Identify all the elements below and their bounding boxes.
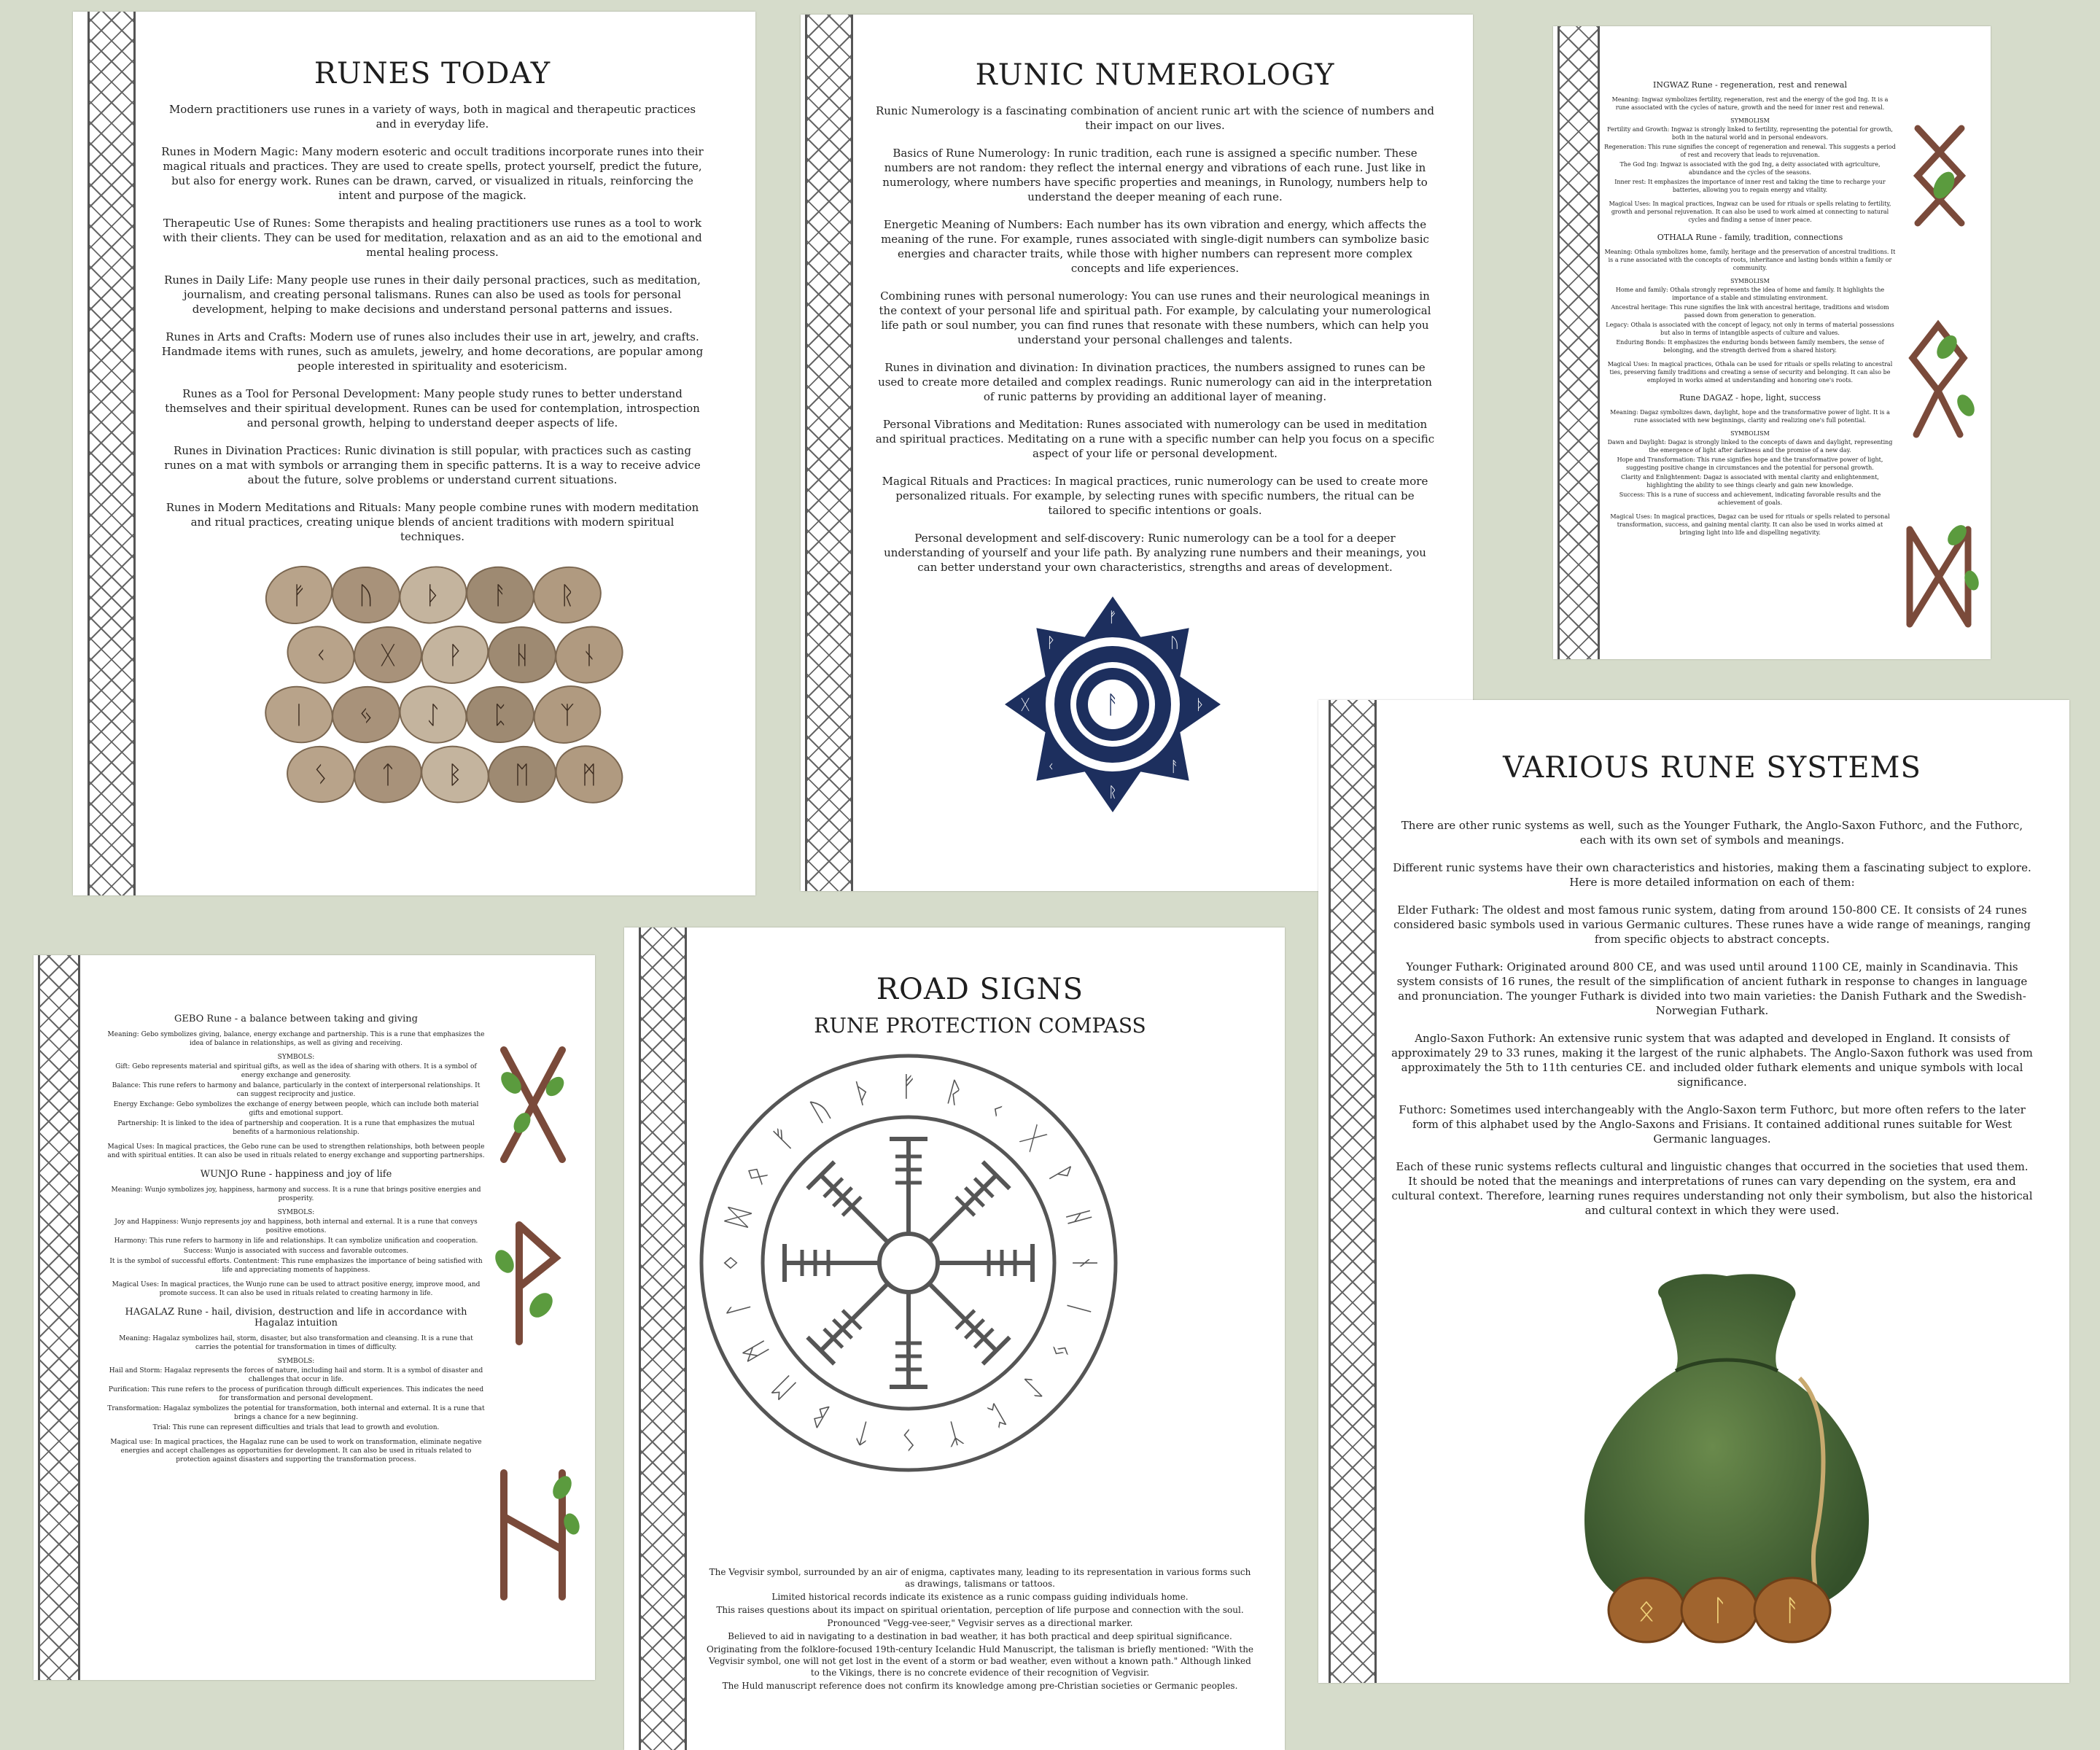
rune-heading: WUNJO Rune - happiness and joy of life bbox=[200, 1169, 392, 1180]
compass-stave bbox=[929, 1283, 996, 1350]
page-gebo-wunjo-hagalaz bbox=[34, 955, 595, 1680]
compass-rune: ᚠ bbox=[766, 1121, 801, 1156]
symbolism-item: Joy and Happiness: Wunjo represents joy and happiness, both internal and external. It is a rune that conveys positive emotions. bbox=[114, 1218, 478, 1234]
rune-meaning: Meaning: Gebo symbolizes giving, balance, energy exchange and partnership. This is a rune that emphasizes the idea of balance in relationships, as well as giving and receiving. bbox=[107, 1031, 485, 1047]
symbolism-item: Regeneration: This rune signifies the concept of regeneration and renewal. This suggests a period of rest and recovery that leads to rejuvenation. bbox=[1604, 144, 1896, 158]
paragraph: Runes in Divination Practices: Runic divination is still popular, with practices such as casting runes on a mat with symbols or arranging them in specific patterns. It is a way to receive advice about the future, solve problems or understand current situations. bbox=[164, 444, 701, 486]
rune-stone bbox=[527, 678, 608, 752]
emblem-rune: ᚢ bbox=[1170, 634, 1179, 652]
paragraph: Runes in Modern Magic: Many modern esoteric and occult traditions incorporate runes into their magical rituals and practices. They are used to create spells, protect yourself, predict the future, but also for energy work. Runes can be drawn, carved, or visualized in rituals, reinforcing the intent and purpose of the magick. bbox=[161, 145, 704, 202]
rune-glyph: ᛁ bbox=[291, 701, 307, 730]
compass-rune: ᚹ bbox=[1043, 1159, 1080, 1190]
rune-glyph: ᛇ bbox=[425, 701, 441, 730]
rune-heading: OTHALA Rune - family, tradition, connections bbox=[1657, 233, 1843, 242]
symbolism-item: Partnership: It is linked to the idea of partnership and cooperation. It is a rune that emphasizes the mutual benefits of a harmonious relationship. bbox=[117, 1120, 475, 1136]
symbolism-item: Hail and Storm: Hagalaz represents the forces of nature, including hail and storm. It is a symbol of disaster and challenges that occur in life. bbox=[109, 1367, 483, 1383]
rune-stone bbox=[331, 566, 401, 625]
compass-rune: ᛗ bbox=[737, 1336, 774, 1366]
paragraph: Runes in Modern Meditations and Rituals: Many people combine runes with modern meditation and ritual practices, creating unique blends of ancient traditions with modern spiritual techniques. bbox=[166, 501, 699, 543]
rune-stone bbox=[549, 738, 627, 811]
rune-glyph: ᚷ bbox=[380, 641, 396, 670]
symbolism-item: Success: Wunjo is associated with success and favorable outcomes. bbox=[183, 1248, 409, 1255]
emblem-rune: ᚷ bbox=[1021, 696, 1030, 713]
rune-section bbox=[106, 1169, 486, 1298]
rune-stone bbox=[486, 743, 558, 805]
gebo-stick-rune bbox=[493, 1043, 573, 1167]
rune-stone bbox=[393, 679, 472, 750]
symbolism-item: Transformation: Hagalaz symbolizes the potential for transformation, both internal and external. It is a rune that brings a chance for a new beginning. bbox=[107, 1405, 485, 1421]
paragraph: Combining runes with personal numerology: You can use runes and their neurological meanings in the context of your personal life and spiritual path. For example, by calculating your numerological life path or soul number, you can find runes that resonate with these numbers, which can help you understand your personal challenges and talents. bbox=[879, 289, 1431, 346]
rune-sections bbox=[106, 1008, 486, 1651]
rune-glyph: ᛏ bbox=[380, 761, 396, 790]
rune-stone bbox=[414, 618, 496, 692]
rune-glyph: ᛊ bbox=[313, 761, 329, 790]
rune-glyph: ᚲ bbox=[313, 641, 329, 670]
symbolism-item: Success: This is a rune of success and achievement, indicating favorable results and the achievement of goals. bbox=[1619, 491, 1881, 506]
rune-glyph: ᚨ bbox=[492, 581, 508, 610]
compass-rune: ᚢ bbox=[805, 1092, 836, 1129]
paragraph: Originating from the folklore-focused 19th-century Icelandic Huld Manuscript, the talisman is briefly mentioned: "With the Vegvisir symbol, one will not get lost in the event of a storm or bad weather, even without a known path." Although linked to the Vikings, there is no concrete evidence of their recognition of Vegvisir. bbox=[706, 1644, 1254, 1678]
rune-stone bbox=[486, 625, 557, 685]
paragraph: Runes as a Tool for Personal Development: Many people study runes to better understand themselves and their spiritual development. Runes can be used for contemplation, introspection and personal growth, helping to understand deeper aspects of life. bbox=[165, 387, 700, 429]
rune-stone bbox=[394, 560, 472, 630]
rune-heading: GEBO Rune - a balance between taking and giving bbox=[174, 1014, 419, 1024]
emblem-rune: ᚱ bbox=[1108, 783, 1117, 801]
paragraph: There are other runic systems as well, such as the Younger Futhark, the Anglo-Saxon Futhorc, and the Futhorc, each with its own set of symbols and meanings. bbox=[1401, 819, 2023, 847]
paragraph: Modern practitioners use runes in a variety of ways, both in magical and therapeutic practices and in everyday life. bbox=[168, 103, 696, 131]
paragraph: Elder Futhark: The oldest and most famous runic system, dating from around 150-800 CE. It consists of 24 runes considered basic symbols used in various Germanic cultures. These runes have a wide range of meanings, ranging from specific objects to abstract concepts. bbox=[1393, 903, 2031, 946]
rune-stone bbox=[551, 621, 627, 690]
rune-bag-image bbox=[1559, 1269, 1894, 1648]
text-body bbox=[160, 102, 704, 544]
compass-rune: ᚷ bbox=[1016, 1121, 1051, 1156]
page-road-signs bbox=[624, 928, 1285, 1750]
rune-glyph: ᛈ bbox=[492, 701, 508, 730]
magical-uses: Magical Uses: In magical practices, Ingwaz can be used for rituals or spells relating to fertility, growth and personal rejuvenation. It can also be used to work aimed at connecting to natural cycles and finding a sense of inner peace. bbox=[1609, 201, 1891, 223]
text-body bbox=[1391, 796, 2033, 1218]
emblem-center-glyph: ᚨ bbox=[1105, 691, 1121, 720]
compass-rune: ᚲ bbox=[981, 1092, 1012, 1129]
rune-meaning: Meaning: Ingwaz symbolizes fertility, regeneration, rest and the energy of the god Ing. It is a rune associated with the cycles of nature, growth and the need for inner rest and renewal. bbox=[1611, 96, 1889, 111]
paragraph: Each of these runic systems reflects cultural and linguistic changes that occurred in the societies that used them. It should be noted that the meanings and interpretations of runes can vary depending on the system, era and cultural context. Therefore, learning runes requires understanding not only their symbolism, but also the historical and cultural context in which they were used. bbox=[1391, 1160, 2033, 1217]
rune-glyph: ᚱ bbox=[559, 581, 575, 610]
bag-rune-glyph: ᛟ bbox=[1638, 1594, 1655, 1628]
center-circle bbox=[879, 1234, 938, 1292]
symbolism-item: Fertility and Growth: Ingwaz is strongly linked to fertility, representing the potential for growth, both in the natural world and in personal endeavors. bbox=[1607, 126, 1893, 141]
rune-glyph: ᛒ bbox=[447, 761, 463, 790]
rune-glyph: ᚦ bbox=[425, 581, 441, 610]
paragraph: Different runic systems have their own characteristics and histories, making them a fascinating subject to explore. Here is more detailed information on each of them: bbox=[1393, 861, 2031, 889]
symbolism-label: SYMBOLS: bbox=[277, 1358, 315, 1365]
rune-stone bbox=[281, 619, 361, 690]
paragraph: Personal Vibrations and Meditation: Runes associated with numerology can be used in meditation and spiritual practices. Meditating on a rune with a specific number can help you focus on a specific aspect of your life or personal development. bbox=[875, 418, 1435, 460]
magical-uses: Magical Uses: In magical practices, Othala can be used for rituals or spells relating to ancestral ties, preserving family traditions and creating a sense of security and belonging. It can also be employed in works aimed at understanding and honoring one's roots. bbox=[1607, 361, 1893, 384]
symbolism-item: Purification: This rune refers to the process of purification through difficult experiences. This indicates the need for transformation and personal development. bbox=[108, 1386, 484, 1402]
celtic-border bbox=[38, 955, 80, 1680]
rune-section bbox=[1604, 393, 1896, 537]
rune-glyph: ᛖ bbox=[514, 761, 530, 790]
rune-glyph: ᚺ bbox=[514, 641, 530, 670]
compass-rune: ᛏ bbox=[850, 1415, 876, 1452]
compass-rune: ᛁ bbox=[1061, 1296, 1097, 1321]
rune-stone bbox=[258, 558, 340, 633]
symbolism-item: Legacy: Othala is associated with the concept of legacy, not only in terms of material possessions but also in terms of intangible aspects of culture and values. bbox=[1606, 322, 1894, 336]
rune-stone bbox=[330, 683, 403, 747]
magical-uses: Magical use: In magical practices, the Hagalaz rune can be used to work on transformation, eliminate negative energies and accept challenges as opportunities for development. It can also be used in rituals related to protection against disasters and supporting the transformation process. bbox=[110, 1439, 482, 1463]
symbolism-item: Enduring Bonds: It emphasizes the enduring bonds between family members, the sense of belonging, and the strength derived from a shared history. bbox=[1616, 339, 1884, 354]
symbolism-item: The God Ing: Ingwaz is associated with the god Ing, a deity associated with agriculture, abundance and the cycles of the seasons. bbox=[1619, 161, 1881, 176]
compass-rune: ᛒ bbox=[805, 1397, 836, 1434]
paragraph: Runes in Daily Life: Many people use runes in their daily personal practices, such as meditation, journalism, and creating personal talismans. Runes can also be used as tools for personal development, helping to make decisions and understand personal patterns and issues. bbox=[164, 273, 701, 316]
celtic-border bbox=[1329, 700, 1377, 1683]
rune-glyph: ᚹ bbox=[447, 641, 463, 670]
symbolism-label: SYMBOLISM bbox=[1730, 430, 1770, 437]
compass-rune: ᛟ bbox=[737, 1159, 774, 1190]
celtic-border bbox=[805, 15, 853, 891]
symbolism-item: Trial: This rune can represent difficulties and trials that lead to growth and evolution. bbox=[152, 1424, 440, 1431]
compass-rune: ᛜ bbox=[716, 1254, 748, 1272]
rune-heading: Rune DAGAZ - hope, light, success bbox=[1679, 393, 1821, 402]
compass-rune: ᚺ bbox=[1061, 1205, 1097, 1230]
paragraph: Basics of Rune Numerology: In runic tradition, each rune is assigned a specific number. These numbers are not random: they reflect the internal energy and vibrations of each rune. Just like in numerology, where numbers have specific properties and meanings, in Runology, numbers help to understand the deeper meaning of each rune. bbox=[882, 147, 1428, 203]
page-subtitle: RUNE PROTECTION COMPASS bbox=[814, 1014, 1146, 1038]
rune-glyph: ᛃ bbox=[358, 701, 374, 730]
rune-meaning: Meaning: Wunjo symbolizes joy, happiness, harmony and success. It is a rune that brings positive energies and prosperity. bbox=[111, 1186, 481, 1202]
dagaz-stick-rune bbox=[1899, 522, 1979, 631]
rune-glyph: ᚢ bbox=[358, 581, 374, 610]
emblem-rune: ᚦ bbox=[1196, 696, 1205, 713]
paragraph: Therapeutic Use of Runes: Some therapists and healing practitioners use runes as a tool to work with their clients. They can be used for meditation, relaxation and as an aid to the emotional and mental healing process. bbox=[163, 217, 702, 259]
ingwaz-stick-rune bbox=[1903, 121, 1976, 230]
paragraph: Runes in divination and divination: In divination practices, the numbers assigned to runes can be used to create more detailed and complex readings. Runic numerology can aid in the interpretation of runic patterns by providing an additional layer of meaning. bbox=[878, 361, 1432, 403]
magical-uses: Magical Uses: In magical practices, the Wunjo rune can be used to attract positive energy, improve mood, and promote success. It can also be used in rituals related to creating harmony in life. bbox=[112, 1281, 481, 1297]
symbolism-item: Clarity and Enlightenment: Dagaz is associated with mental clarity and enlightenment, highlighting the ability to see things clearly and gain new knowledge. bbox=[1621, 474, 1879, 489]
rune-stones-image bbox=[248, 551, 627, 828]
rune-glyph: ᚠ bbox=[291, 581, 307, 610]
compass-rune: ᚾ bbox=[1069, 1254, 1101, 1272]
rune-section bbox=[106, 1307, 486, 1464]
symbolism-item: Balance: This rune refers to harmony and balance, particularly in the context of interpersonal relationships. It can suggest reciprocity and justice. bbox=[112, 1082, 481, 1098]
rune-stone bbox=[463, 562, 538, 627]
symbolism-label: SYMBOLS: bbox=[277, 1209, 315, 1216]
wunjo-stick-rune bbox=[490, 1218, 570, 1349]
paragraph: Anglo-Saxon Futhork: An extensive runic system that was adapted and developed in England. It consists of approximately 29 to 33 runes, making it the largest of the runic alphabets. The Anglo-Saxon futhork was used from approximately the 5th to 11th centuries CE. and included older futhark elements and unique symbols with local significance. bbox=[1391, 1032, 2033, 1089]
bag-rune-glyph: ᛚ bbox=[1711, 1594, 1728, 1628]
emblem-rune: ᚲ bbox=[1046, 757, 1056, 775]
magical-uses: Magical Uses: In magical practices, the Gebo rune can be used to strengthen relationships, both between people and with spiritual entities. It can also be used in rituals related to energy exchange and supporting partnerships. bbox=[107, 1143, 485, 1159]
rune-sections bbox=[1604, 74, 1896, 630]
compass-rune: ᛃ bbox=[1043, 1336, 1080, 1366]
paragraph: This raises questions about its impact on spiritual orientation, perception of life purpose and connection with the soul. bbox=[716, 1605, 1244, 1615]
rune-stone bbox=[261, 682, 337, 748]
compass-rune: ᛚ bbox=[720, 1296, 756, 1321]
symbolism-item: Harmony: This rune refers to harmony in life and relationships. It can symbolize unification and cooperation. bbox=[114, 1237, 478, 1245]
emblem-rune: ᚨ bbox=[1170, 757, 1179, 775]
hagalaz-stick-rune bbox=[486, 1466, 580, 1604]
page-various-rune-systems bbox=[1318, 700, 2069, 1683]
paragraph: Pronounced "Vegg-vee-seer," Vegvisir serves as a directional marker. bbox=[827, 1618, 1133, 1628]
rune-section bbox=[1604, 80, 1896, 224]
paragraph: Runes in Arts and Crafts: Modern use of runes also includes their use in art, jewelry, and crafts. Handmade items with runes, such as amulets, jewelry, and home decorations, are popular among people interested in spirituality and esotericism. bbox=[161, 330, 704, 373]
text-body bbox=[874, 104, 1436, 575]
page-runes-today bbox=[73, 12, 755, 895]
symbolism-item: Inner rest: It emphasizes the importance of inner rest and taking the time to recharge your batteries, allowing you to regain energy and vitality. bbox=[1614, 179, 1886, 193]
paragraph: Energetic Meaning of Numbers: Each number has its own vibration and energy, which affects the meaning of the rune. For example, runes associated with single-digit numbers can symbolize basic energies and character traits, while those with higher numbers can represent more complex concepts and life experiences. bbox=[881, 218, 1429, 275]
paragraph: Younger Futhark: Originated around 800 CE, and was used until around 1100 CE, mainly in Scandinavia. This system consists of 16 runes, the result of the simplification of ancient futhark in response to changes in language and pronunciation. The younger Futhark is divided into two main varieties: the Danish Futhark and the Swedish-Norwegian Futhark. bbox=[1396, 960, 2028, 1017]
compass-rune: ᛉ bbox=[941, 1415, 967, 1452]
rune-stone bbox=[354, 626, 423, 683]
compass-stave bbox=[821, 1175, 888, 1242]
page-title: RUNES TODAY bbox=[314, 57, 551, 90]
compass-stave bbox=[929, 1175, 996, 1242]
compass-rune: ᛇ bbox=[1016, 1370, 1051, 1405]
vegvisir-compass bbox=[697, 1051, 1120, 1474]
page-title: RUNIC NUMEROLOGY bbox=[975, 58, 1335, 92]
page-title: VARIOUS RUNE SYSTEMS bbox=[1503, 751, 1921, 785]
compass-rune: ᛞ bbox=[720, 1205, 756, 1230]
rune-section bbox=[1604, 233, 1896, 384]
celtic-border bbox=[88, 12, 136, 895]
compass-rune: ᚠ bbox=[900, 1070, 917, 1102]
paragraph: The Huld manuscript reference does not confirm its knowledge among pre-Christian societies or Germanic peoples. bbox=[722, 1681, 1238, 1691]
symbolism-item: Home and family: Othala strongly represents the idea of home and family. It highlights the importance of a stable and stimulating environment. bbox=[1615, 287, 1885, 301]
rune-heading: HAGALAZ Rune - hail, division, destruction and life in accordance with Hagalaz intuition bbox=[125, 1307, 467, 1329]
rune-stone bbox=[349, 740, 427, 808]
paragraph: Futhorc: Sometimes used interchangeably with the Anglo-Saxon term Futhorc, but more often refers to the later form of this alphabet used by the Anglo-Saxons and Frisians. It contained additional runes suitable for West Germanic languages. bbox=[1399, 1103, 2026, 1146]
compass-rune: ᚦ bbox=[850, 1074, 876, 1111]
symbolism-label: SYMBOLS: bbox=[277, 1054, 315, 1061]
symbolism-label: SYMBOLISM bbox=[1730, 117, 1770, 124]
rune-glyph: ᚾ bbox=[581, 641, 597, 670]
rune-meaning: Meaning: Othala symbolizes home, family, heritage and the preservation of ancestral traditions. It is a rune associated with the concepts of roots, inheritance and lasting bonds within a family or community. bbox=[1604, 249, 1896, 271]
symbolism-item: Hope and Transformation: This rune signifies hope and the transformative power of light, suggesting positive change in circumstances and the potential for personal growth. bbox=[1617, 456, 1883, 471]
paragraph: The Vegvisir symbol, surrounded by an air of enigma, captivates many, leading to its representation in various forms such as drawings, talismans or tattoos. bbox=[709, 1567, 1251, 1589]
compass-stave bbox=[821, 1283, 888, 1350]
text-body bbox=[704, 1566, 1256, 1693]
rune-stone bbox=[417, 741, 494, 808]
symbolism-item: Ancestral heritage: This rune signifies the link with ancestral heritage, traditions and wisdom passed down from generation to generation. bbox=[1611, 304, 1889, 319]
magical-uses: Magical Uses: In magical practices, Dagaz can be used for rituals or spells related to personal transformation, success, and gaining mental clarity. It can also be used in works aimed at bringing light into life and dispelling negativity. bbox=[1610, 513, 1890, 536]
compass-rune: ᛈ bbox=[981, 1397, 1012, 1434]
page-title: ROAD SIGNS bbox=[876, 973, 1084, 1006]
paragraph: Magical Rituals and Practices: In magical practices, runic numerology can be used to create more personalized rituals. For example, by selecting runes with specific numbers, the ritual can be tailored to specific intentions or goals. bbox=[882, 475, 1428, 517]
compass-rune: ᚱ bbox=[941, 1074, 967, 1111]
bag-rune-glyph: ᚨ bbox=[1784, 1594, 1801, 1628]
symbolism-item: It is the symbol of successful efforts. Contentment: This rune emphasizes the importance of being satisfied with life and appreciating moments of happiness. bbox=[109, 1258, 483, 1274]
celtic-border bbox=[639, 928, 687, 1750]
paragraph: Believed to aid in navigating to a destination in bad weather, it has both practical and deep spiritual significance. bbox=[728, 1631, 1232, 1641]
rune-meaning: Meaning: Hagalaz symbolizes hail, storm, disaster, but also transformation and cleansing. It is a rune that carries the potential for transformation in times of difficulty. bbox=[119, 1335, 473, 1351]
compass-rune: ᛊ bbox=[900, 1423, 917, 1455]
othala-stick-rune bbox=[1902, 318, 1975, 442]
paragraph: Personal development and self-discovery: Runic numerology can be a tool for a deeper understanding of yourself and your life path. By analyzing rune numbers and their meanings, you can better understand your own characteristics, strengths and areas of development. bbox=[884, 532, 1426, 574]
rune-meaning: Meaning: Dagaz symbolizes dawn, daylight, hope and the transformative power of light. It is a rune associated with new beginnings, clarity and realizing one's full potential. bbox=[1610, 409, 1890, 424]
celtic-border bbox=[1558, 26, 1600, 659]
rune-stone bbox=[466, 686, 534, 743]
paragraph: Limited historical records indicate its existence as a runic compass guiding individuals home. bbox=[771, 1592, 1189, 1602]
rune-heading: INGWAZ Rune - regeneration, rest and renewal bbox=[1652, 80, 1847, 90]
emblem-rune: ᚠ bbox=[1108, 608, 1117, 626]
rune-stone bbox=[530, 563, 604, 627]
symbolism-item: Energy Exchange: Gebo symbolizes the exchange of energy between people, which can include both material gifts and emotional support. bbox=[113, 1101, 479, 1117]
runic-emblem bbox=[1003, 595, 1222, 814]
rune-stone bbox=[285, 744, 357, 805]
rune-section bbox=[106, 1014, 486, 1160]
symbolism-label: SYMBOLISM bbox=[1730, 278, 1770, 284]
compass-rune: ᛖ bbox=[766, 1370, 801, 1405]
emblem-rune: ᚹ bbox=[1046, 634, 1056, 652]
page-ingwaz-othala-dagaz bbox=[1553, 26, 1991, 659]
symbolism-item: Gift: Gebo represents material and spiritual gifts, as well as the idea of sharing with others. It is a symbol of energy exchange and generosity. bbox=[115, 1063, 477, 1079]
symbolism-item: Dawn and Daylight: Dagaz is strongly linked to the concepts of dawn and daylight, representing the emergence of light after darkness and the promise of a new day. bbox=[1607, 439, 1893, 454]
rune-glyph: ᛉ bbox=[559, 701, 575, 730]
rune-glyph: ᛗ bbox=[581, 761, 597, 790]
paragraph: Runic Numerology is a fascinating combination of ancient runic art with the science of numbers and their impact on our lives. bbox=[875, 104, 1435, 132]
